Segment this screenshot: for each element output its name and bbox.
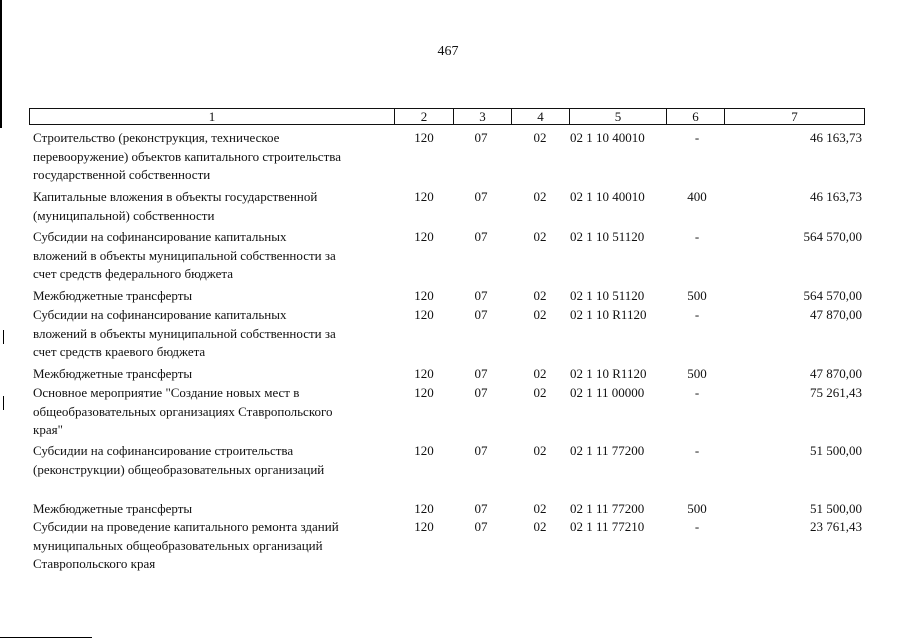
cell-c2: 120: [414, 519, 434, 534]
table-header: [29, 108, 865, 125]
cell-c3: 07: [474, 130, 488, 145]
scan-edge-left: [0, 0, 2, 128]
cell-c5: 02 1 11 77200: [570, 501, 645, 516]
cell-c4: 02: [533, 229, 547, 244]
row-name: [33, 188, 391, 225]
cell-c5: 02 1 10 51120: [570, 288, 645, 303]
cell-c2: 120: [414, 307, 434, 322]
row-name: [33, 384, 391, 440]
row-name-line: края": [33, 422, 63, 437]
cell-c7: 46 163,73: [810, 189, 862, 204]
cell-c3: 07: [474, 229, 488, 244]
header-cell: 4: [537, 109, 544, 124]
row-name-line: счет средств краевого бюджета: [33, 344, 206, 359]
row-name-line: государственной собственности: [33, 167, 211, 182]
row-name: [33, 442, 391, 479]
cell-c3: 07: [474, 307, 488, 322]
cell-c4: 02: [533, 501, 547, 516]
cell-c6: -: [694, 307, 700, 322]
cell-c2: 120: [414, 385, 434, 400]
row-name-line: Капитальные вложения в объекты государственной: [33, 189, 318, 204]
cell-c6: -: [694, 229, 700, 244]
scan-mark: [3, 330, 4, 344]
cell-c7: 51 500,00: [810, 501, 862, 516]
cell-c3: 07: [474, 443, 488, 458]
cell-c3: 07: [474, 366, 488, 381]
row-name: [33, 518, 391, 574]
cell-c3: 07: [474, 501, 488, 516]
header-cell: 7: [791, 109, 798, 124]
cell-c3: 07: [474, 288, 488, 303]
cell-c2: 120: [414, 288, 434, 303]
cell-c5: 02 1 11 77200: [570, 443, 645, 458]
row-name-line: (муниципальной) собственности: [33, 207, 215, 223]
cell-c5: 02 1 10 40010: [570, 130, 645, 145]
cell-c7: 47 870,00: [810, 307, 862, 322]
scan-mark-bottom: [0, 637, 92, 638]
cell-c4: 02: [533, 443, 547, 458]
cell-c7: 564 570,00: [803, 229, 862, 244]
header-cell: 3: [479, 109, 486, 124]
cell-c4: 02: [533, 519, 547, 534]
cell-c4: 02: [533, 366, 547, 381]
row-name-line: муниципальных общеобразовательных организаций: [33, 537, 323, 553]
cell-c7: 51 500,00: [810, 443, 862, 458]
header-cell: 2: [420, 109, 428, 124]
header-cell: 1: [208, 109, 216, 124]
cell-c7: 564 570,00: [803, 288, 862, 303]
cell-c4: 02: [533, 385, 547, 400]
row-name: [33, 287, 391, 306]
row-name-line: вложений в объекты муниципальной собственности за: [33, 325, 336, 341]
cell-c3: 07: [474, 385, 488, 400]
row-name: [33, 228, 391, 284]
row-name: [33, 500, 391, 519]
cell-c3: 07: [474, 519, 488, 534]
row-name-line: Субсидии на проведение капитального ремонта зданий: [33, 519, 339, 534]
cell-c6: 500: [687, 366, 707, 381]
cell-c7: 75 261,43: [810, 385, 862, 400]
cell-c5: 02 1 10 R1120: [570, 366, 647, 381]
cell-c5: 02 1 11 00000: [570, 385, 645, 400]
cell-c4: 02: [533, 130, 547, 145]
cell-c5: 02 1 10 51120: [570, 229, 645, 244]
cell-c5: 02 1 10 R1120: [570, 307, 647, 322]
row-name-line: Субсидии на софинансирование капитальных: [33, 307, 287, 322]
row-name-line: Межбюджетные трансферты: [33, 366, 193, 381]
cell-c6: 500: [687, 288, 707, 303]
header-cell: 6: [692, 109, 699, 124]
cell-c2: 120: [414, 501, 434, 516]
cell-c4: 02: [533, 288, 547, 303]
cell-c4: 02: [533, 307, 547, 322]
cell-c2: 120: [414, 189, 434, 204]
row-name-line: общеобразовательных организациях Ставропольского: [33, 403, 333, 419]
row-name-line: Субсидии на софинансирование строительства: [33, 443, 294, 458]
row-name-line: (реконструкции) общеобразовательных организаций: [33, 461, 325, 477]
cell-c2: 120: [414, 130, 434, 145]
cell-c2: 120: [414, 443, 434, 458]
header-cell: 5: [614, 109, 622, 124]
cell-c6: 500: [687, 501, 707, 516]
row-name: [33, 129, 391, 185]
cell-c7: 23 761,43: [810, 519, 862, 534]
row-name-line: Межбюджетные трансферты: [33, 288, 193, 303]
row-name-line: Субсидии на софинансирование капитальных: [33, 229, 287, 244]
cell-c7: 46 163,73: [810, 130, 862, 145]
row-name-line: Ставропольского края: [33, 556, 156, 571]
row-name: [33, 365, 391, 384]
cell-c7: 47 870,00: [810, 366, 862, 381]
row-name-line: Межбюджетные трансферты: [33, 501, 193, 516]
row-name-line: вложений в объекты муниципальной собственности за: [33, 247, 336, 263]
cell-c2: 120: [414, 366, 434, 381]
row-name-line: счет средств федерального бюджета: [33, 266, 233, 281]
cell-c6: 400: [687, 189, 707, 204]
page-number: 467: [437, 44, 459, 59]
row-name-line: перевооружение) объектов капитального строительства: [33, 148, 341, 164]
cell-c6: -: [694, 385, 700, 400]
row-name-line: Основное мероприятие "Создание новых мест в: [33, 385, 300, 400]
cell-c4: 02: [533, 189, 547, 204]
row-name: [33, 306, 391, 362]
scan-mark: [3, 396, 4, 410]
row-name-line: Строительство (реконструкция, техническое: [33, 130, 280, 145]
cell-c6: -: [694, 519, 700, 534]
cell-c6: -: [694, 443, 700, 458]
cell-c2: 120: [414, 229, 434, 244]
cell-c5: 02 1 10 40010: [570, 189, 645, 204]
cell-c6: -: [694, 130, 700, 145]
cell-c5: 02 1 11 77210: [570, 519, 645, 534]
cell-c3: 07: [474, 189, 488, 204]
